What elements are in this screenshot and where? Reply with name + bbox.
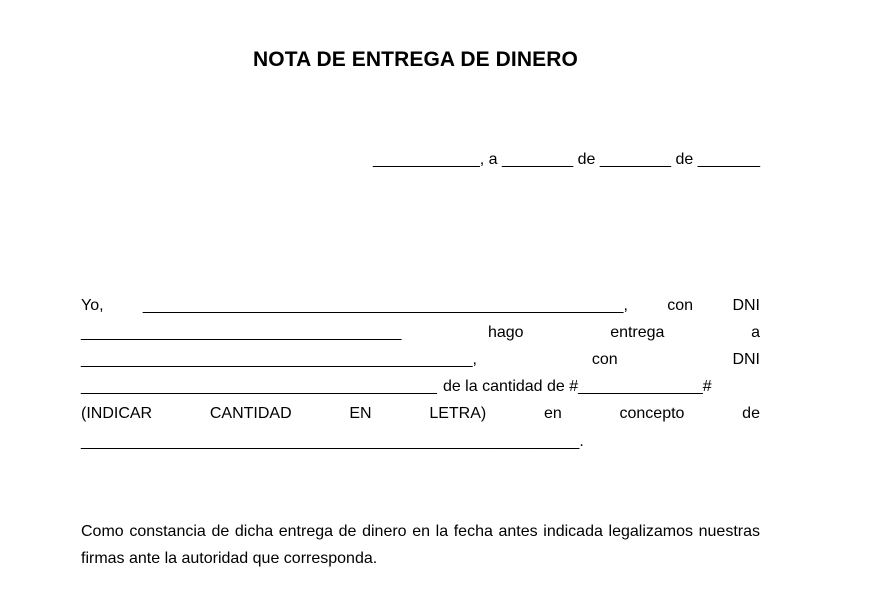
amount-text: de la cantidad de #______________# xyxy=(442,378,712,395)
word: DNI xyxy=(732,351,760,368)
word: con xyxy=(667,297,694,314)
dni-blank: ____________________________________ xyxy=(81,324,402,341)
word: de xyxy=(742,405,760,422)
word: entrega xyxy=(610,324,665,341)
word: concepto xyxy=(619,405,685,422)
body-line-2 xyxy=(81,324,760,344)
word: EN xyxy=(349,405,372,422)
body-line-1 xyxy=(81,297,760,317)
word: CANTIDAD xyxy=(209,405,292,422)
closing-paragraph: Como constancia de dicha entrega de dinero en la fecha antes indicada legalizamos nuestras firmas ante la autoridad que corresponda. xyxy=(81,523,760,567)
word: a xyxy=(751,324,760,341)
body-line-4 xyxy=(81,378,760,398)
concept-blank: ________________________________________________________. xyxy=(81,433,584,450)
word: en xyxy=(543,405,562,422)
word: hago xyxy=(487,324,524,341)
date-line: ____________, a ________ de ________ de _______ xyxy=(372,151,760,168)
word: con xyxy=(591,351,618,368)
name-blank: ______________________________________________________, xyxy=(142,297,628,314)
document-title: NOTA DE ENTREGA DE DINERO xyxy=(253,48,578,71)
body-line-3 xyxy=(81,351,760,371)
word: LETRA) xyxy=(429,405,487,422)
recipient-dni-blank: ________________________________________ xyxy=(81,378,437,395)
word: (INDICAR xyxy=(81,405,153,422)
word: Yo, xyxy=(81,297,104,314)
word: DNI xyxy=(732,297,760,314)
body-line-6 xyxy=(81,433,760,453)
body-line-5 xyxy=(81,405,760,425)
recipient-blank: ____________________________________________, xyxy=(81,351,477,368)
